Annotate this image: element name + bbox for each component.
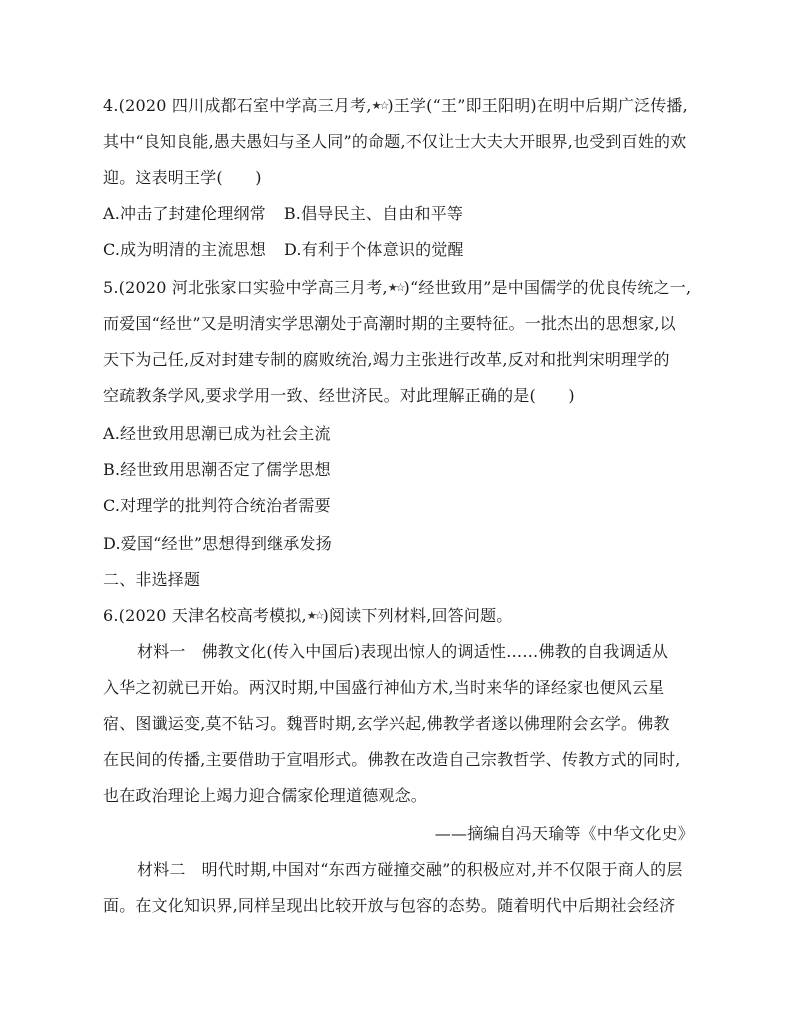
difficulty-star-icon: ★☆ — [371, 99, 388, 112]
q4-line-3: 迎。这表明王学( ) — [103, 168, 262, 187]
q4-options-row-1 — [103, 203, 463, 225]
q5-option-c: C.对理学的批判符合统治者需要 — [103, 496, 331, 515]
q6-source: 6.(2020 天津名校高考模拟, — [103, 606, 307, 625]
q4-options-row-2 — [103, 239, 464, 261]
q4-line-1 — [103, 95, 688, 117]
q4-option-c: C.成为明清的主流思想 — [103, 240, 266, 259]
material-1-line-3: 宿、图谶运变,莫不钻习。魏晋时期,玄学兴起,佛教学者遂以佛理附会玄学。佛教 — [103, 714, 670, 733]
material-1-line-5: 也在政治理论上竭力迎合儒家伦理道德观念。 — [103, 786, 428, 805]
q6-line-1 — [103, 605, 512, 627]
material-2-text: 明代时期,中国对“东西方碰撞交融”的积极应对,并不仅限于商人的层 — [201, 860, 683, 879]
material-1-line-4: 在民间的传播,主要借助于宣唱形式。佛教在改造自己宗教哲学、传教方式的同时, — [103, 750, 681, 769]
q4-line-2: 其中“良知良能,愚夫愚妇与圣人同”的命题,不仅让士大夫大开眼界,也受到百姓的欢 — [103, 132, 687, 151]
q4-option-a: A.冲击了封建伦理纲常 — [103, 204, 266, 223]
q5-line-1 — [103, 277, 691, 299]
q6-stem-start: )阅读下列材料,回答问题。 — [322, 606, 513, 625]
material-2-line-1 — [137, 859, 683, 881]
material-1-source: ——摘编自冯天瑜等《中华文化史》 — [434, 824, 694, 843]
q5-option-a: A.经世致用思潮已成为社会主流 — [103, 424, 331, 443]
material-2-line-2: 面。在文化知识界,同样呈现出比较开放与包容的态势。随着明代中后期社会经济 — [103, 896, 676, 915]
q4-stem-start: )王学(“王”即王阳明)在明中后期广泛传播, — [387, 96, 688, 115]
difficulty-star-icon: ★☆ — [387, 281, 404, 294]
q4-option-d: D.有利于个体意识的觉醒 — [283, 240, 464, 259]
q5-option-d: D.爱国“经世”思想得到继承发扬 — [103, 534, 332, 553]
difficulty-star-icon: ★☆ — [306, 609, 323, 622]
material-1-line-1 — [137, 641, 668, 663]
material-1-label: 材料一 — [137, 642, 186, 661]
q4-option-b: B.倡导民主、自由和平等 — [283, 204, 464, 223]
q5-line-2: 而爱国“经世”又是明清实学思潮处于高潮时期的主要特征。一批杰出的思想家,以 — [103, 314, 676, 333]
material-1-text: 佛教文化(传入中国后)表现出惊人的调适性……佛教的自我调适从 — [201, 642, 669, 661]
q5-line-3: 天下为己任,反对封建专制的腐败统治,竭力主张进行改革,反对和批判宋明理学的 — [103, 350, 670, 369]
q4-source: 4.(2020 四川成都石室中学高三月考, — [103, 96, 372, 115]
section-title: 二、非选择题 — [103, 570, 201, 589]
q5-line-4: 空疏教条学风,要求学用一致、经世济民。对此理解正确的是( ) — [103, 386, 575, 405]
q5-stem-start: )“经世致用”是中国儒学的优良传统之一, — [403, 278, 692, 297]
q5-source: 5.(2020 河北张家口实验中学高三月考, — [103, 278, 388, 297]
material-2-label: 材料二 — [137, 860, 186, 879]
q5-option-b: B.经世致用思潮否定了儒学思想 — [103, 460, 331, 479]
material-1-line-2: 入华之初就已开始。两汉时期,中国盛行神仙方术,当时来华的译经家也便风云星 — [103, 678, 665, 697]
